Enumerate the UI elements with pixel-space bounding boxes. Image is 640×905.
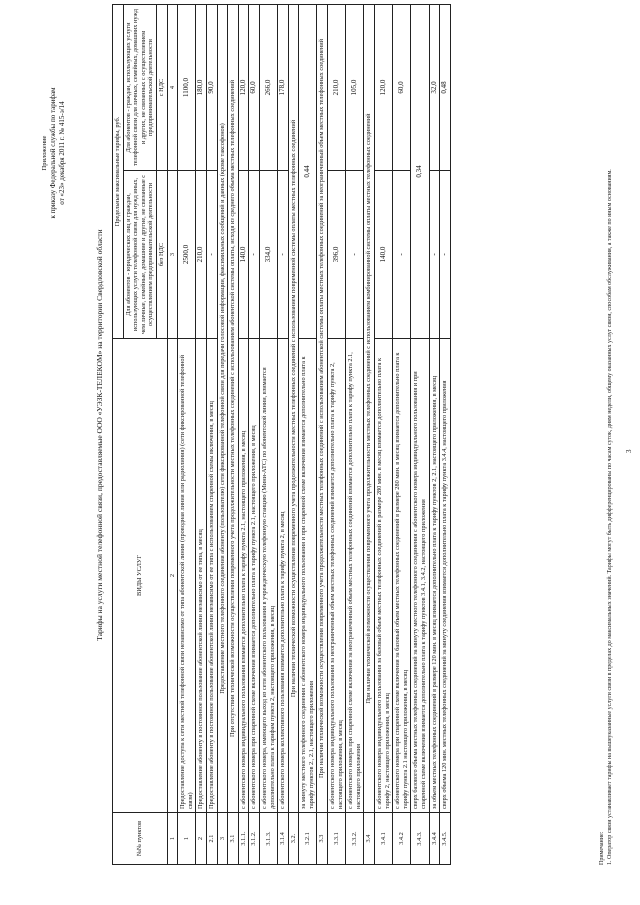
column-header-citizens: Для абонентов - граждан, использующих услуги телефонной связи для личных, семейных, домашних нужд и других, не связанных с осуществлением предпринимательской деятельности xyxy=(123,4,156,170)
row-number: 3.3.1 xyxy=(328,813,346,865)
row-price-without-vat: 396,0 xyxy=(328,171,346,339)
row-price-without-vat: 140,0 xyxy=(238,171,249,339)
section-number: 3.1 xyxy=(228,813,239,865)
column-header-service: ВИДЫ УСЛУГ xyxy=(113,339,168,813)
row-service: Предоставление абоненту в постоянное пользование абонентской линии независимо от ее типа, в месяц xyxy=(196,339,207,813)
row-service: с абонентского номера при спаренной схеме включения за базовый объем местных телефонных соединений в размере 280 мин. в месяц взимается дополнительно плата к тарифу пункта 2.1 настоящего приложения, в месяц xyxy=(393,339,411,813)
row-service: Предоставление доступа к сети местной телефонной связи независимо от типа абонентской линии (проводная линия или радиолиния) (сети фиксированной телефонной связи) xyxy=(178,339,196,813)
document-header xyxy=(40,38,67,268)
column-number-1: 1 xyxy=(167,813,178,865)
section-number: 3.3 xyxy=(317,813,328,865)
tariff-table xyxy=(112,4,451,865)
row-price-merged: 0,34 xyxy=(411,4,429,338)
table-row xyxy=(278,4,289,864)
row-price-with-vat: 180,0 xyxy=(196,4,207,170)
section-number: 3.2. xyxy=(288,813,299,865)
notes xyxy=(598,5,614,865)
row-service: с абонентского номера индивидуального пользования взимается дополнительно плата к тарифу пункта 2.1, настоящего приложения, в месяц xyxy=(238,339,249,813)
row-service: с абонентского номера при спаренной схеме включения взимается дополнительно плата к тарифу пункта 2.1, настоящего приложения, в месяц xyxy=(249,339,260,813)
row-price-without-vat: 2500,0 xyxy=(178,171,196,339)
row-service: Предоставление абоненту в постоянное пользование абонентской линии независимо от ее типа с использованием спаренной схемы включения, в месяц xyxy=(206,339,217,813)
row-price-without-vat: 140,0 xyxy=(375,171,393,339)
row-service: с абонентского номера, имеющего выход из сети абонентского пользования в учрежденческую телефонную станцию (Мини-АТС) по абонентской линии, взимается дополнительно плата к тарифам пункта 2, настоящего приложения, в месяц xyxy=(259,339,277,813)
row-price-with-vat: 60,0 xyxy=(249,4,260,170)
row-number: 3.4.1 xyxy=(375,813,393,865)
column-header-number: №№ пунктов xyxy=(113,813,168,865)
column-number-2: 2 xyxy=(167,339,178,813)
row-service: с абонентского номера коллективного пользования взимается дополнительно плата к тарифу пункта 2, в месяц xyxy=(278,339,289,813)
row-service: сверх объема 120 мин. местных телефонных соединений за минуту соединения взимается дополнительно плата к тарифу пункта 3.4.4, настоящего приложения xyxy=(440,339,451,813)
section-row xyxy=(317,4,328,864)
row-number: 3.4.5. xyxy=(440,813,451,865)
section-number: 3 xyxy=(217,813,228,865)
section-title: Предоставление местного телефонного соединения абоненту (пользователю) сети фиксированной телефонной связи для передачи голосовой информации, факсимильных сообщений и данных (кроме таксофонов) xyxy=(217,4,228,812)
table-row xyxy=(259,4,277,864)
column-header-with-vat: с НДС xyxy=(156,4,167,170)
note-title: Примечание: xyxy=(599,831,605,865)
table-row xyxy=(196,4,207,864)
section-row xyxy=(364,4,375,864)
row-price-without-vat: - xyxy=(206,171,217,339)
table-row xyxy=(328,4,346,864)
row-number: 3.4.3. xyxy=(411,813,429,865)
table-row xyxy=(375,4,393,864)
table-row xyxy=(346,4,364,864)
note-text: 1. Оператор связи устанавливает тарифы на вышеуказанные услуги связи в пределах до максимальных значений. Тарифы могут быть дифференцированы по часам суток, дням недели, общему оказанных услуг связи, способам обслуживания, а также по иным основаниям. xyxy=(607,169,613,865)
row-number: 1 xyxy=(178,813,196,865)
table-row xyxy=(429,4,440,864)
section-row xyxy=(217,4,228,864)
row-price-with-vat: 60,0 xyxy=(393,4,411,170)
row-service: за минуту местного телефонного соединения с абонентского номера индивидуального пользования и при спаренной схеме включения взимается дополнительно плата к тарифу пунктов 2., 2.1, настоящего приложения xyxy=(299,339,317,813)
column-number-3: 3 xyxy=(167,171,178,339)
row-service: с абонентского номера индивидуального пользования за базовый объем местных телефонных соединений в размере 280 мин. в месяц взимается дополнительно плата к тарифу 2, настоящего приложения, в месяц xyxy=(375,339,393,813)
column-header-tariffs: Предельные максимальные тарифы, руб. xyxy=(113,4,124,338)
table-row xyxy=(393,4,411,864)
row-price-with-vat: 105,0 xyxy=(346,4,364,170)
section-title: При наличии технической возможности осуществления повременного учета продолжительности местных телефонных соединений с использованием абонентской системы оплаты местных телефонных соединений за неограниченный объем местных телефонных соединений xyxy=(317,4,328,812)
header-appendix: Приложение xyxy=(41,135,48,171)
row-price-with-vat: 120,0 xyxy=(375,4,393,170)
row-number: 3.1.4 xyxy=(278,813,289,865)
section-row xyxy=(288,4,299,864)
row-number: 3.4.4 xyxy=(429,813,440,865)
column-number-4: 4 xyxy=(167,4,178,170)
section-title: При наличии технической возможности осуществления повременного учета продолжительности местных телефонных соединений с использованием комбинированной системы оплаты местных телефонных соединений xyxy=(364,4,375,812)
row-service: за объем местных телефонных соединений в размере 120 мин. в месяц взимается дополнительно плата к тарифу пунктов 2, 2.1, настоящего приложения, в месяц xyxy=(429,339,440,813)
section-title: При отсутствии технической возможности осуществления повременного учета продолжительности местных телефонных соединений с использованием абонентской системы оплаты, исходя из среднего объема местных телефонных соединений xyxy=(228,4,239,812)
row-price-with-vat: 0,48 xyxy=(440,4,451,170)
row-price-with-vat: 1100,0 xyxy=(178,4,196,170)
tariff-table-body xyxy=(178,4,451,864)
row-service: с абонентского номера при спаренной схеме включения за неограниченный объем местных телефонных соединений взимается дополнительно плата к тарифу пункта 2.1, настоящего приложения xyxy=(346,339,364,813)
row-number: 3.3.2. xyxy=(346,813,364,865)
row-price-merged: 0,44 xyxy=(299,4,317,338)
section-number: 3.4 xyxy=(364,813,375,865)
row-price-with-vat: 32,0 xyxy=(429,4,440,170)
row-number: 2.1 xyxy=(206,813,217,865)
row-number: 3.1.1. xyxy=(238,813,249,865)
row-number: 3.1.3. xyxy=(259,813,277,865)
column-header-without-vat: без НДС xyxy=(156,171,167,339)
row-price-with-vat: 266,0 xyxy=(259,4,277,170)
page-number: 3 xyxy=(625,449,633,453)
row-number: 3.4.2 xyxy=(393,813,411,865)
table-row xyxy=(299,4,317,864)
row-price-without-vat: - xyxy=(346,171,364,339)
row-price-without-vat: - xyxy=(278,171,289,339)
row-price-without-vat: - xyxy=(249,171,260,339)
row-service: с абонентского номера индивидуального пользования за неограниченный объем местных телефонных соединений взимается дополнительно плата к тарифу пункта 2, настоящего приложения, в месяц xyxy=(328,339,346,813)
row-service: сверх базового объема местных телефонных соединений за минуту местного телефонного соединения с абонентского номера индивидуального пользования и при спаренной схеме включения взимается дополнительно плата к тарифу пунктов 3.4.1, 3.4.2, настоящего приложения xyxy=(411,339,429,813)
row-price-without-vat: - xyxy=(393,171,411,339)
header-date: от «23» декабря 2011 г. № 415-э/14 xyxy=(58,101,66,205)
table-row xyxy=(238,4,249,864)
row-number: 3.1.2. xyxy=(249,813,260,865)
row-price-without-vat: 334,0 xyxy=(259,171,277,339)
table-row xyxy=(440,4,451,864)
row-number: 3.2.1 xyxy=(299,813,317,865)
table-row xyxy=(206,4,217,864)
table-row xyxy=(249,4,260,864)
table-row xyxy=(178,4,196,864)
header-order: к приказу Федеральной службы по тарифам xyxy=(49,87,57,219)
row-price-with-vat: 120,0 xyxy=(238,4,249,170)
section-title: При наличии технической возможности осуществления повременного учета продолжительности местных телефонных соединений с использованием повременной системы оплаты местных телефонных соединений xyxy=(288,4,299,812)
row-price-with-vat: 90,0 xyxy=(206,4,217,170)
row-price-with-vat: 210,0 xyxy=(328,4,346,170)
table-row xyxy=(411,4,429,864)
row-price-without-vat: 210,0 xyxy=(196,171,207,339)
row-price-without-vat: - xyxy=(429,171,440,339)
row-price-without-vat: - xyxy=(440,171,451,339)
column-header-legal-entities: Для абонентов - юридических лиц и граждан, использующих услуги телефонной связи для нужд иных, чем личные, семейные, домашние и другие, не связанные с осуществлением предпринимательской деятельности xyxy=(123,171,156,339)
section-row xyxy=(228,4,239,864)
row-number: 2 xyxy=(196,813,207,865)
document-title: Тарифы на услуги местной телефонной связи, предоставляемые ООО «УЭЗК-ТЕЛЕКОМ» на территории Свердловской области xyxy=(95,229,104,641)
row-price-with-vat: 178,0 xyxy=(278,4,289,170)
